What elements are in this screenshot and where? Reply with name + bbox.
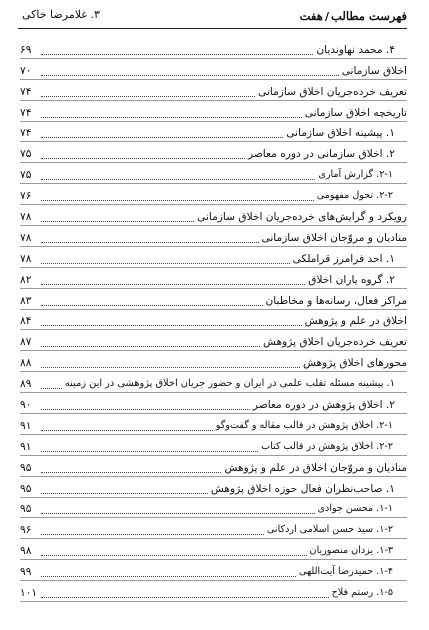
dot-leader xyxy=(41,200,314,201)
toc-entry-page-number: ۷۴ xyxy=(20,85,32,98)
toc-entry-page-number: ۱۰۱ xyxy=(20,587,38,600)
toc-entry[interactable] xyxy=(20,414,407,435)
toc-entry-page-number: ۷۴ xyxy=(20,106,32,119)
toc-entry-label: ۱. صاحب‌نظران فعال حوزه اخلاق پژوهش xyxy=(210,482,395,495)
header-rule xyxy=(18,28,407,29)
dot-leader xyxy=(41,54,313,55)
toc-entry[interactable] xyxy=(20,205,407,226)
toc-entry-page-number: ۷۸ xyxy=(20,231,32,244)
row-rule xyxy=(20,601,407,602)
dot-leader xyxy=(41,263,290,264)
toc-entry[interactable] xyxy=(20,38,407,59)
toc-entry-label: ۱. پیشینه اخلاق سازمانی xyxy=(286,127,395,140)
toc-entry[interactable] xyxy=(20,518,407,539)
dot-leader xyxy=(41,158,245,159)
toc-entry-page-number: ۸۴ xyxy=(20,315,32,328)
toc-entry[interactable] xyxy=(20,122,407,143)
toc-entry-page-number: ۹۰ xyxy=(20,399,32,412)
toc-entry[interactable] xyxy=(20,435,407,456)
toc-entry[interactable] xyxy=(20,289,407,310)
toc-entry[interactable] xyxy=(20,142,407,163)
toc-entry-page-number: ۸۹ xyxy=(20,378,32,391)
dot-leader xyxy=(41,284,305,285)
dot-leader xyxy=(41,513,315,514)
toc-entry[interactable] xyxy=(20,498,407,519)
toc-entry-label: ۲. اخلاق پژوهش در دوره معاصر xyxy=(252,399,395,412)
dot-leader xyxy=(41,534,264,535)
toc-entry-label: اخلاق سازمانی xyxy=(341,64,407,77)
toc-entry-page-number: ۹۵ xyxy=(20,503,32,516)
toc-entry-page-number: ۷۰ xyxy=(20,64,32,77)
toc-entry-label: تاریخچه اخلاق سازمانی xyxy=(304,106,407,119)
toc-entry[interactable] xyxy=(20,351,407,372)
toc-entry-label: ۲-۱. اخلاق پژوهش در قالب مقاله و گفت‌وگو xyxy=(215,419,393,431)
page-header xyxy=(18,6,407,30)
toc-entry-page-number: ۷۸ xyxy=(20,252,32,265)
toc-entry-label: تعریف خرده‌جریان اخلاق پژوهش xyxy=(263,336,407,349)
toc-entry-label: منادیان و مروّجان اخلاق سازمانی xyxy=(261,231,407,244)
toc-entry[interactable] xyxy=(20,268,407,289)
dot-leader xyxy=(41,472,221,473)
toc-entry-page-number: ۸۲ xyxy=(20,273,32,286)
toc-entry-label: ۱-۱. محسن جوادی xyxy=(317,503,393,515)
dot-leader xyxy=(41,221,194,222)
toc-entry-label: رویکرد و گرایش‌های خرده‌جریان اخلاق سازمانی xyxy=(197,211,407,224)
toc-entry[interactable] xyxy=(20,80,407,101)
toc-entry[interactable] xyxy=(20,330,407,351)
toc-entry[interactable] xyxy=(20,560,407,581)
toc-entry[interactable] xyxy=(20,581,407,602)
toc-entry-label: ۲-۱. گزارش آماری xyxy=(318,169,393,181)
dot-leader xyxy=(41,137,283,138)
toc-title xyxy=(300,9,407,23)
toc-entry-label: ۱-۳. یزدان منصوریان xyxy=(309,545,393,557)
toc-entry[interactable] xyxy=(20,101,407,122)
toc-entry-label: ۱-۵. رستم فلاح xyxy=(331,587,393,599)
dot-leader xyxy=(41,555,307,556)
toc-entry-page-number: ۷۸ xyxy=(20,211,32,224)
dot-leader xyxy=(41,179,315,180)
toc-entry-label: ۱. پیشینه مسئله تقلب علمی در ایران و حضور جریان اخلاق پژوهشی در این زمینه xyxy=(64,378,395,390)
dot-leader xyxy=(41,597,329,598)
dot-leader xyxy=(41,305,263,306)
toc-entry-label: ۲. اخلاق سازمانی در دوره معاصر xyxy=(247,148,395,161)
toc-entry-label: ۲-۲. اخلاق پژوهش در قالب کتاب xyxy=(261,440,393,452)
dot-leader xyxy=(41,367,300,368)
toc-entry[interactable] xyxy=(20,59,407,80)
toc-entry-label: ۲. گروه یاران اخلاق xyxy=(308,273,395,286)
toc-entry[interactable] xyxy=(20,539,407,560)
dot-leader xyxy=(41,388,62,389)
dot-leader xyxy=(41,96,255,97)
toc-entry-page-number: ۶۹ xyxy=(20,43,32,56)
toc-entry-page-number: ۹۶ xyxy=(20,524,32,537)
toc-entry[interactable] xyxy=(20,372,407,393)
toc-entry-page-number: ۷۵ xyxy=(20,148,32,161)
toc-entry-label: ۲-۲. تحول مفهومی xyxy=(316,190,393,202)
toc-entry-label: منادیان و مروّجان اخلاق در علم و پژوهش xyxy=(224,461,407,474)
toc-entry-page-number: ۷۵ xyxy=(20,169,32,182)
toc-entry-label: ۱-۲. سید حسن اسلامی اردکانی xyxy=(266,524,393,536)
toc-entry[interactable] xyxy=(20,226,407,247)
toc-entry-label: محورهای اخلاق پژوهش xyxy=(303,357,407,370)
toc-entry[interactable] xyxy=(20,163,407,184)
toc-entry-page-number: ۸۸ xyxy=(20,357,32,370)
dot-leader xyxy=(41,325,302,326)
toc-entry-label: ۱. احد فرامرز قراملکی xyxy=(292,252,395,265)
toc-entry[interactable] xyxy=(20,184,407,205)
toc-entry-label: مراکز فعال، رسانه‌ها و مخاطبان xyxy=(265,294,407,307)
page-folio: هفت xyxy=(299,9,323,23)
toc-entry-page-number: ۹۸ xyxy=(20,545,32,558)
dot-leader xyxy=(41,451,258,452)
toc-title-text: فهرست مطالب xyxy=(331,9,407,23)
toc-entry-page-number: ۹۹ xyxy=(20,566,32,579)
toc-entry-label: اخلاق در علم و پژوهش xyxy=(304,315,407,328)
toc-entry-page-number: ۹۵ xyxy=(20,482,32,495)
toc-entry-page-number: ۷۶ xyxy=(20,190,32,203)
table-of-contents xyxy=(20,38,407,602)
toc-entry-label: تعریف خرده‌جریان اخلاق سازمانی xyxy=(258,85,407,98)
dot-leader xyxy=(41,117,302,118)
running-head: ۳. غلامرضا خاکی xyxy=(22,8,100,21)
dot-leader xyxy=(41,242,259,243)
title-separator: / xyxy=(324,9,330,23)
toc-entry[interactable] xyxy=(20,456,407,477)
dot-leader xyxy=(41,75,339,76)
toc-entry-page-number: ۹۱ xyxy=(20,440,32,453)
toc-entry-page-number: ۹۵ xyxy=(20,461,32,474)
dot-leader xyxy=(41,493,208,494)
toc-entry-page-number: ۸۳ xyxy=(20,294,32,307)
dot-leader xyxy=(41,430,213,431)
toc-entry-page-number: ۸۷ xyxy=(20,336,32,349)
dot-leader xyxy=(41,576,296,577)
toc-entry[interactable] xyxy=(20,247,407,268)
dot-leader xyxy=(41,409,250,410)
toc-entry[interactable] xyxy=(20,393,407,414)
toc-entry[interactable] xyxy=(20,477,407,498)
toc-entry[interactable] xyxy=(20,310,407,331)
toc-entry-page-number: ۷۴ xyxy=(20,127,32,140)
toc-entry-label: ۱-۴. حمیدرضا آیت‌اللهی xyxy=(299,566,393,578)
dot-leader xyxy=(41,346,260,347)
toc-entry-page-number: ۹۱ xyxy=(20,419,32,432)
toc-entry-label: ۴. محمد نهاوندیان xyxy=(316,43,395,56)
